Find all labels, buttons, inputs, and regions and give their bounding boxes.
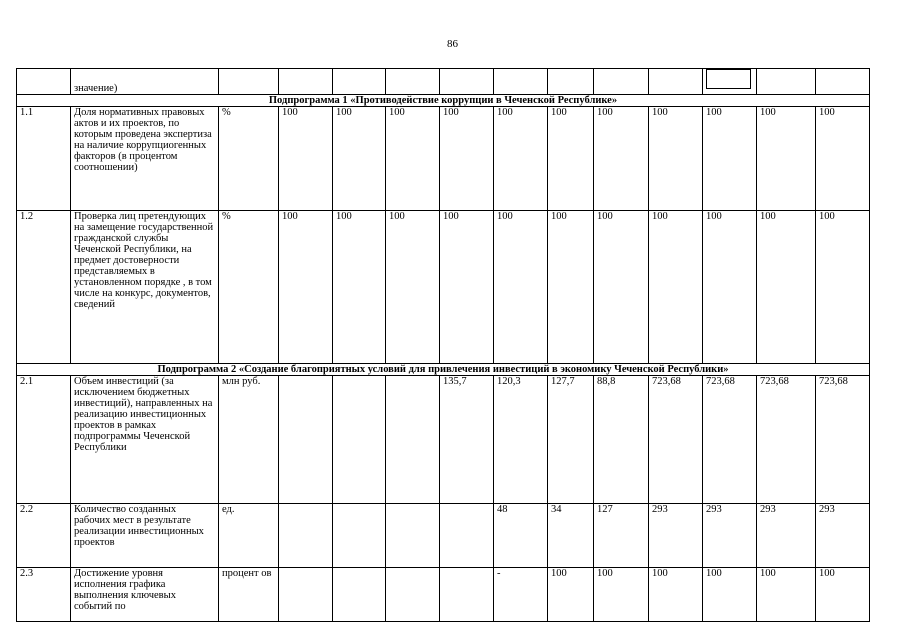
value-cell: 293 (703, 504, 757, 568)
value-cell: 100 (649, 211, 703, 364)
value-cell: 100 (386, 211, 440, 364)
value-cell: 100 (757, 211, 816, 364)
value-cell (279, 504, 333, 568)
value-cell: 100 (594, 211, 649, 364)
row-number: 2.2 (17, 504, 71, 568)
table-row (17, 69, 870, 95)
table-row (17, 504, 870, 568)
unit-cell: ед. (219, 504, 279, 568)
value-cell: 100 (333, 107, 386, 211)
value-cell (279, 568, 333, 622)
value-cell: 100 (816, 211, 870, 364)
value-cell: 100 (703, 568, 757, 622)
unit-cell: % (219, 211, 279, 364)
table-row (17, 568, 870, 622)
row-number: 2.3 (17, 568, 71, 622)
unit-cell: процент ов (219, 568, 279, 622)
value-cell: 100 (594, 568, 649, 622)
page-number: 86 (447, 38, 458, 50)
indicators-table (16, 68, 870, 622)
value-cell (333, 504, 386, 568)
row-name-fragment: значение) (71, 69, 219, 95)
value-cell: 100 (703, 107, 757, 211)
value-cell: 100 (548, 568, 594, 622)
value-cell: 120,3 (494, 376, 548, 504)
value-cell: 293 (649, 504, 703, 568)
value-cell: 100 (279, 211, 333, 364)
indicator-name: Достижение уровня исполнения графика выполнения ключевых событий по (71, 568, 219, 622)
value-cell: 100 (816, 568, 870, 622)
row-number: 1.2 (17, 211, 71, 364)
value-cell (333, 376, 386, 504)
value-cell: 100 (703, 211, 757, 364)
value-cell: 100 (548, 107, 594, 211)
value-cell (279, 376, 333, 504)
value-cell (386, 504, 440, 568)
value-cell: 135,7 (440, 376, 494, 504)
value-cell (440, 568, 494, 622)
value-cell: 100 (649, 107, 703, 211)
section-header-row (17, 95, 870, 107)
value-cell: 127 (594, 504, 649, 568)
section-title: Подпрограмма 1 «Противодействие коррупции в Чеченской Республике» (17, 95, 870, 107)
value-cell: 100 (440, 107, 494, 211)
value-cell: 293 (816, 504, 870, 568)
value-cell: 293 (757, 504, 816, 568)
value-cell: 100 (386, 107, 440, 211)
section-title: Подпрограмма 2 «Создание благоприятных условий для привлечения инвестиций в экономику Чеченской Республики» (17, 364, 870, 376)
unit-cell: млн руб. (219, 376, 279, 504)
value-cell: - (494, 568, 548, 622)
value-cell: 723,68 (816, 376, 870, 504)
value-cell: 100 (594, 107, 649, 211)
value-cell (386, 568, 440, 622)
value-cell: 48 (494, 504, 548, 568)
value-cell: 100 (333, 211, 386, 364)
value-cell: 127,7 (548, 376, 594, 504)
value-cell (333, 568, 386, 622)
value-cell (440, 504, 494, 568)
section-header-row (17, 364, 870, 376)
value-cell: 100 (816, 107, 870, 211)
value-cell (386, 376, 440, 504)
value-cell: 100 (757, 568, 816, 622)
value-cell: 100 (494, 211, 548, 364)
value-cell: 723,68 (757, 376, 816, 504)
empty-box (706, 69, 751, 89)
unit-cell: % (219, 107, 279, 211)
value-cell: 100 (494, 107, 548, 211)
value-cell: 100 (548, 211, 594, 364)
value-cell: 88,8 (594, 376, 649, 504)
row-number: 1.1 (17, 107, 71, 211)
indicator-name: Проверка лиц претендующих на замещение государственной гражданской службы Чеченской Республики, на предмет достоверности представляемых в установленном порядке , в том числе на конкурс, документов, сведений (71, 211, 219, 364)
value-cell: 34 (548, 504, 594, 568)
indicator-name: Объем инвестиций (за исключением бюджетных инвестиций), направленных на реализацию инвестиционных проектов в рамках подпрограммы Чеченской Республики (71, 376, 219, 504)
table-row (17, 211, 870, 364)
row-number: 2.1 (17, 376, 71, 504)
indicator-name: Доля нормативных правовых актов и их проектов, по которым проведена экспертиза на наличие коррупциогенных факторов (в процентом соотношении) (71, 107, 219, 211)
indicator-name: Количество созданных рабочих мест в результате реализации инвестиционных проектов (71, 504, 219, 568)
table-row (17, 376, 870, 504)
value-cell: 100 (440, 211, 494, 364)
value-cell: 723,68 (703, 376, 757, 504)
value-cell: 100 (279, 107, 333, 211)
value-cell: 100 (757, 107, 816, 211)
value-cell: 723,68 (649, 376, 703, 504)
table-row (17, 107, 870, 211)
value-cell: 100 (649, 568, 703, 622)
